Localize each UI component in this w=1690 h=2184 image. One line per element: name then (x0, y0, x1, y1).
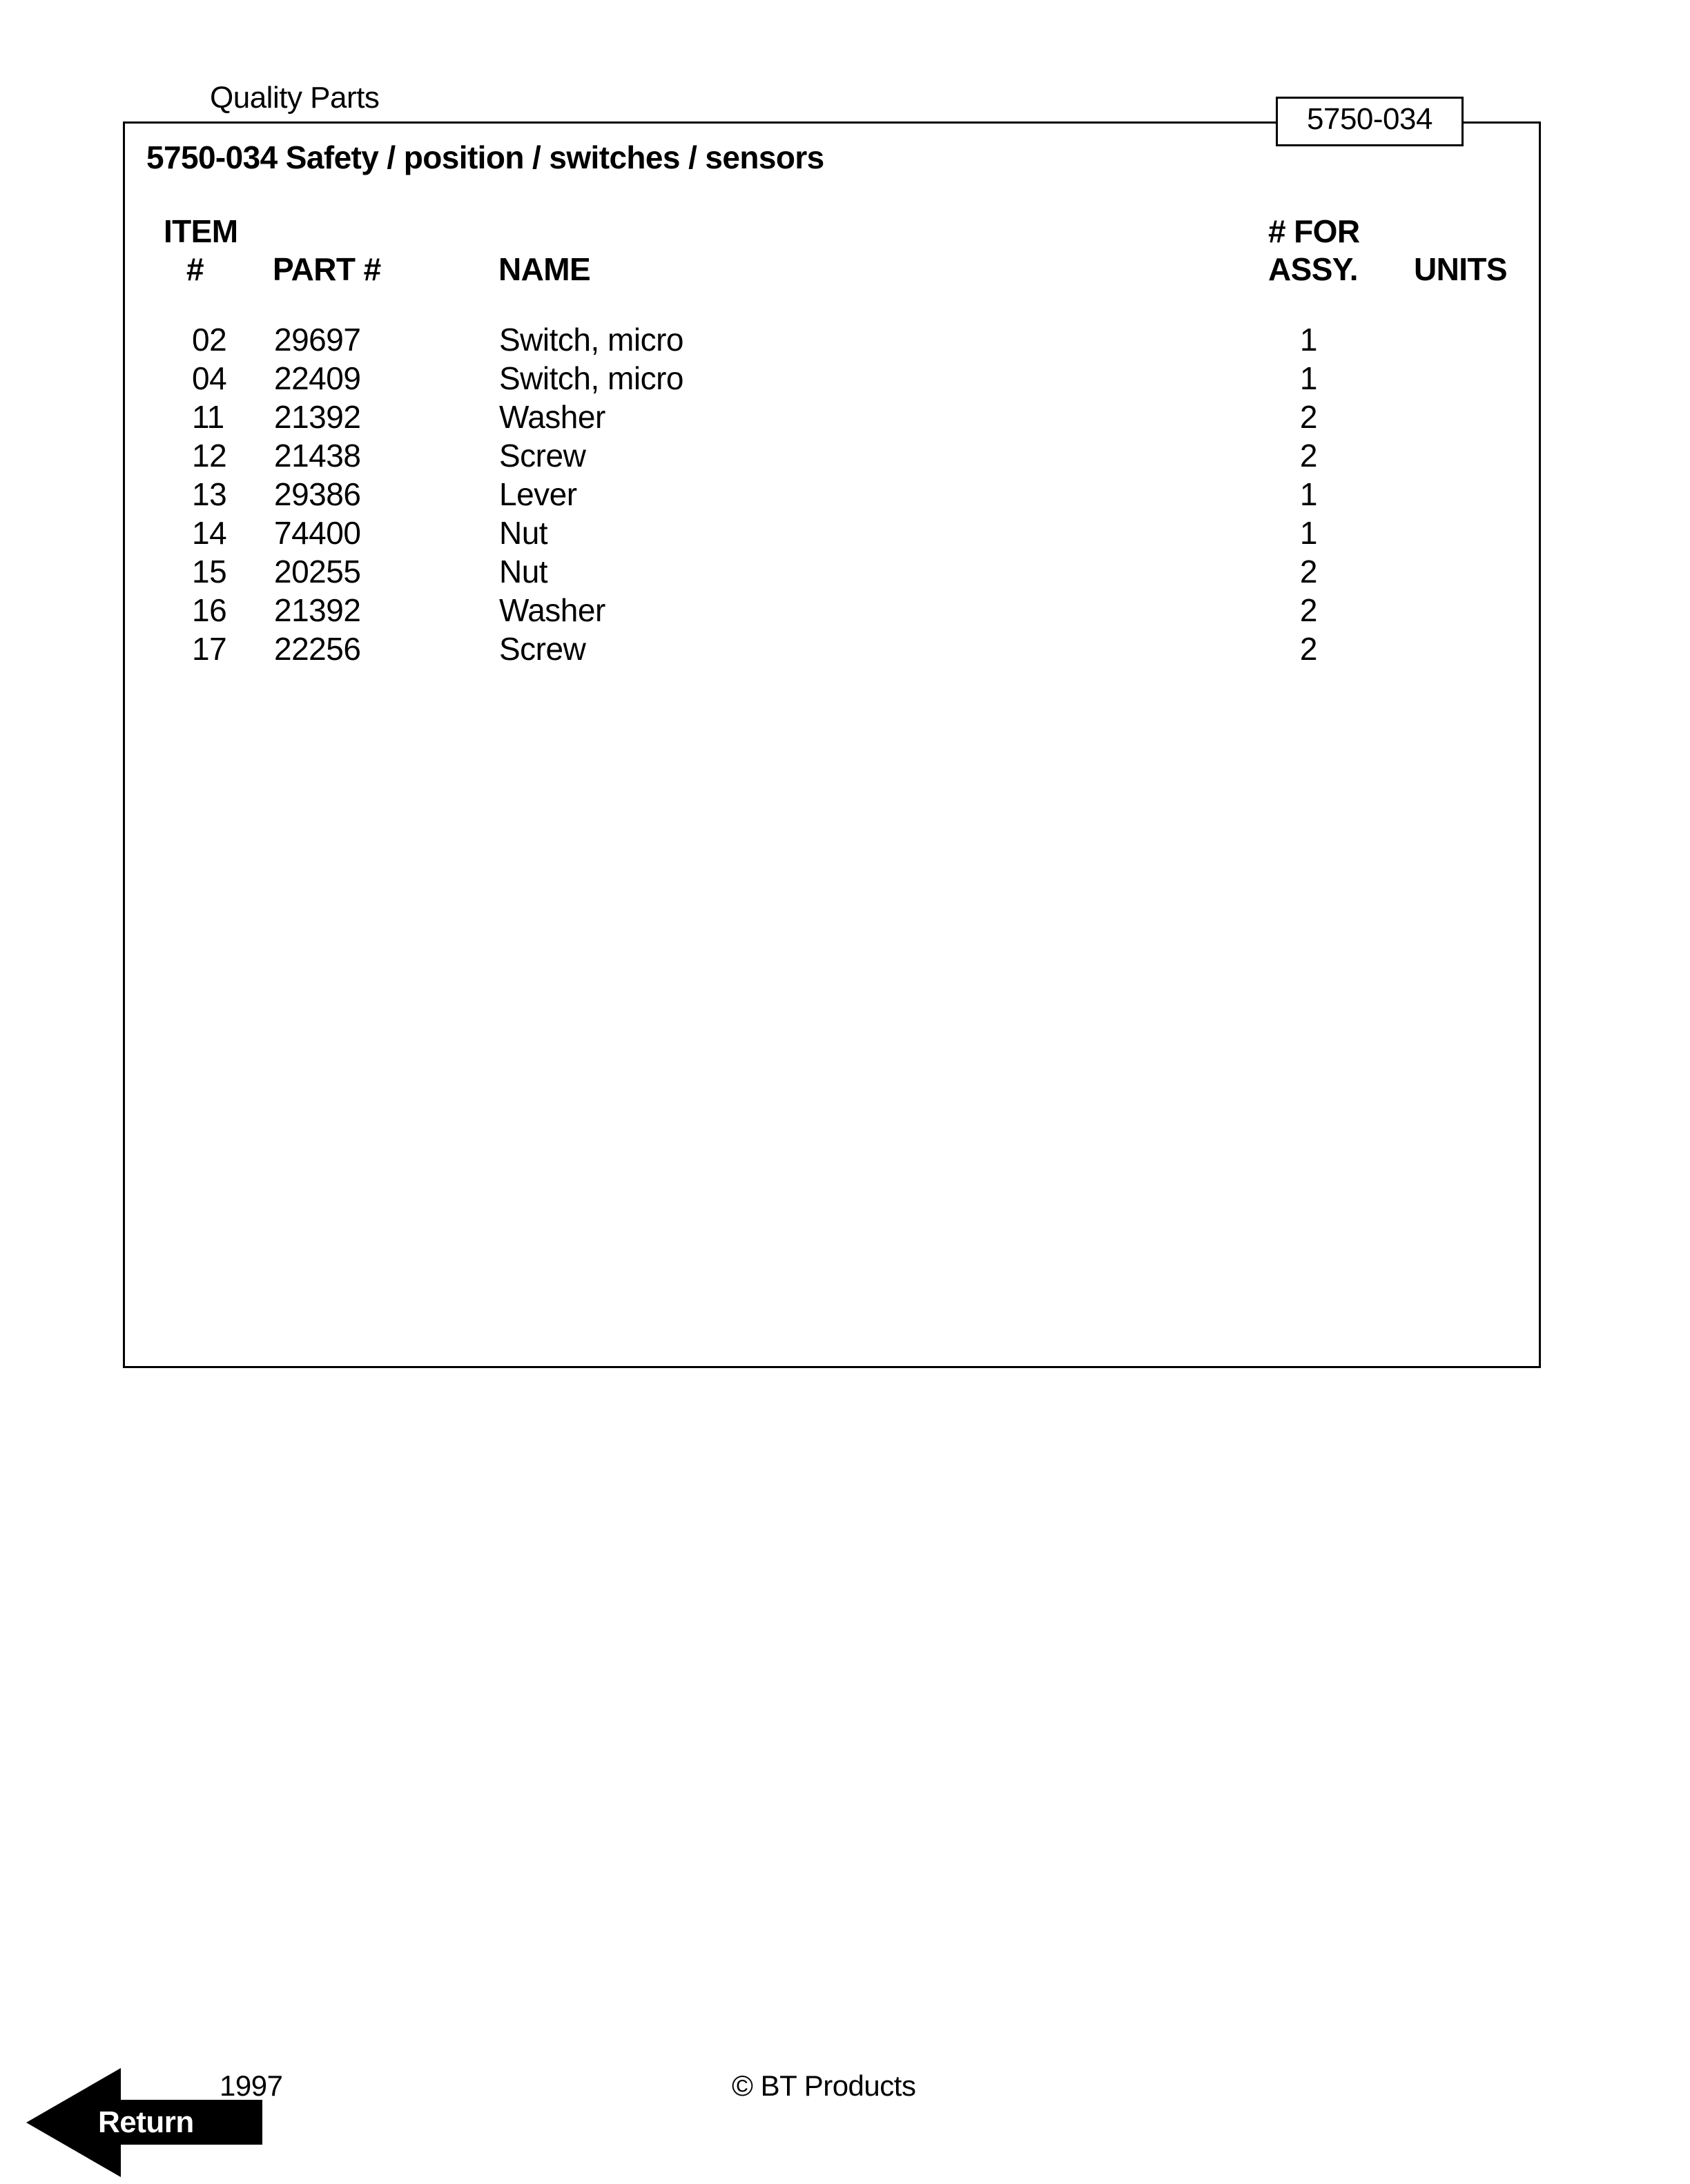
table-row (0, 436, 1690, 475)
column-header-part: PART # (273, 251, 381, 287)
item-number: 02 (192, 322, 227, 358)
item-number: 15 (192, 554, 227, 589)
return-label: Return (98, 2105, 194, 2139)
quantity-for-assembly: 1 (1299, 322, 1317, 358)
table-row (0, 359, 1690, 398)
item-number: 13 (192, 476, 227, 512)
company-name: Quality Parts (210, 81, 380, 115)
column-header-qty-line2: ASSY. (1268, 251, 1358, 287)
quantity-for-assembly: 2 (1299, 438, 1317, 474)
footer-year: 1997 (220, 2069, 283, 2102)
table-row (0, 320, 1690, 359)
quantity-for-assembly: 1 (1299, 476, 1317, 512)
table-row (0, 552, 1690, 591)
part-number: 22409 (274, 360, 361, 396)
part-number: 20255 (274, 554, 361, 589)
part-name: Switch, micro (499, 360, 683, 396)
footer-copyright: © BT Products (732, 2069, 916, 2102)
item-number: 17 (192, 631, 227, 667)
quantity-for-assembly: 1 (1299, 360, 1317, 396)
part-number: 21392 (274, 592, 361, 628)
table-row (0, 630, 1690, 668)
item-number: 14 (192, 515, 227, 551)
table-row (0, 398, 1690, 436)
part-number: 29697 (274, 322, 361, 358)
part-number: 21438 (274, 438, 361, 474)
part-name: Lever (499, 476, 577, 512)
table-row (0, 514, 1690, 552)
part-number: 29386 (274, 476, 361, 512)
item-number: 11 (192, 399, 224, 435)
table-row (0, 591, 1690, 630)
part-name: Washer (499, 399, 605, 435)
part-number: 21392 (274, 399, 361, 435)
column-header-item-line2: # (186, 251, 204, 287)
part-number: 22256 (274, 631, 361, 667)
quantity-for-assembly: 2 (1299, 592, 1317, 628)
quantity-for-assembly: 2 (1299, 631, 1317, 667)
section-tag: 5750-034 (1276, 97, 1464, 146)
column-header-qty-line1: # FOR (1268, 213, 1360, 249)
part-name: Nut (499, 554, 548, 589)
parts-list-frame (123, 121, 1541, 1368)
quantity-for-assembly: 2 (1299, 399, 1317, 435)
part-name: Nut (499, 515, 548, 551)
quantity-for-assembly: 2 (1299, 554, 1317, 589)
table-row (0, 475, 1690, 514)
part-name: Screw (499, 631, 586, 667)
page-title: 5750-034 Safety / position / switches / sensors (146, 139, 824, 175)
column-header-name: NAME (498, 251, 591, 287)
quantity-for-assembly: 1 (1299, 515, 1317, 551)
item-number: 16 (192, 592, 227, 628)
item-number: 12 (192, 438, 227, 474)
column-header-units: UNITS (1414, 251, 1508, 287)
part-name: Screw (499, 438, 586, 474)
item-number: 04 (192, 360, 227, 396)
return-button[interactable] (25, 2068, 264, 2178)
column-header-item-line1: ITEM (164, 213, 238, 249)
part-number: 74400 (274, 515, 361, 551)
part-name: Washer (499, 592, 605, 628)
part-name: Switch, micro (499, 322, 683, 358)
